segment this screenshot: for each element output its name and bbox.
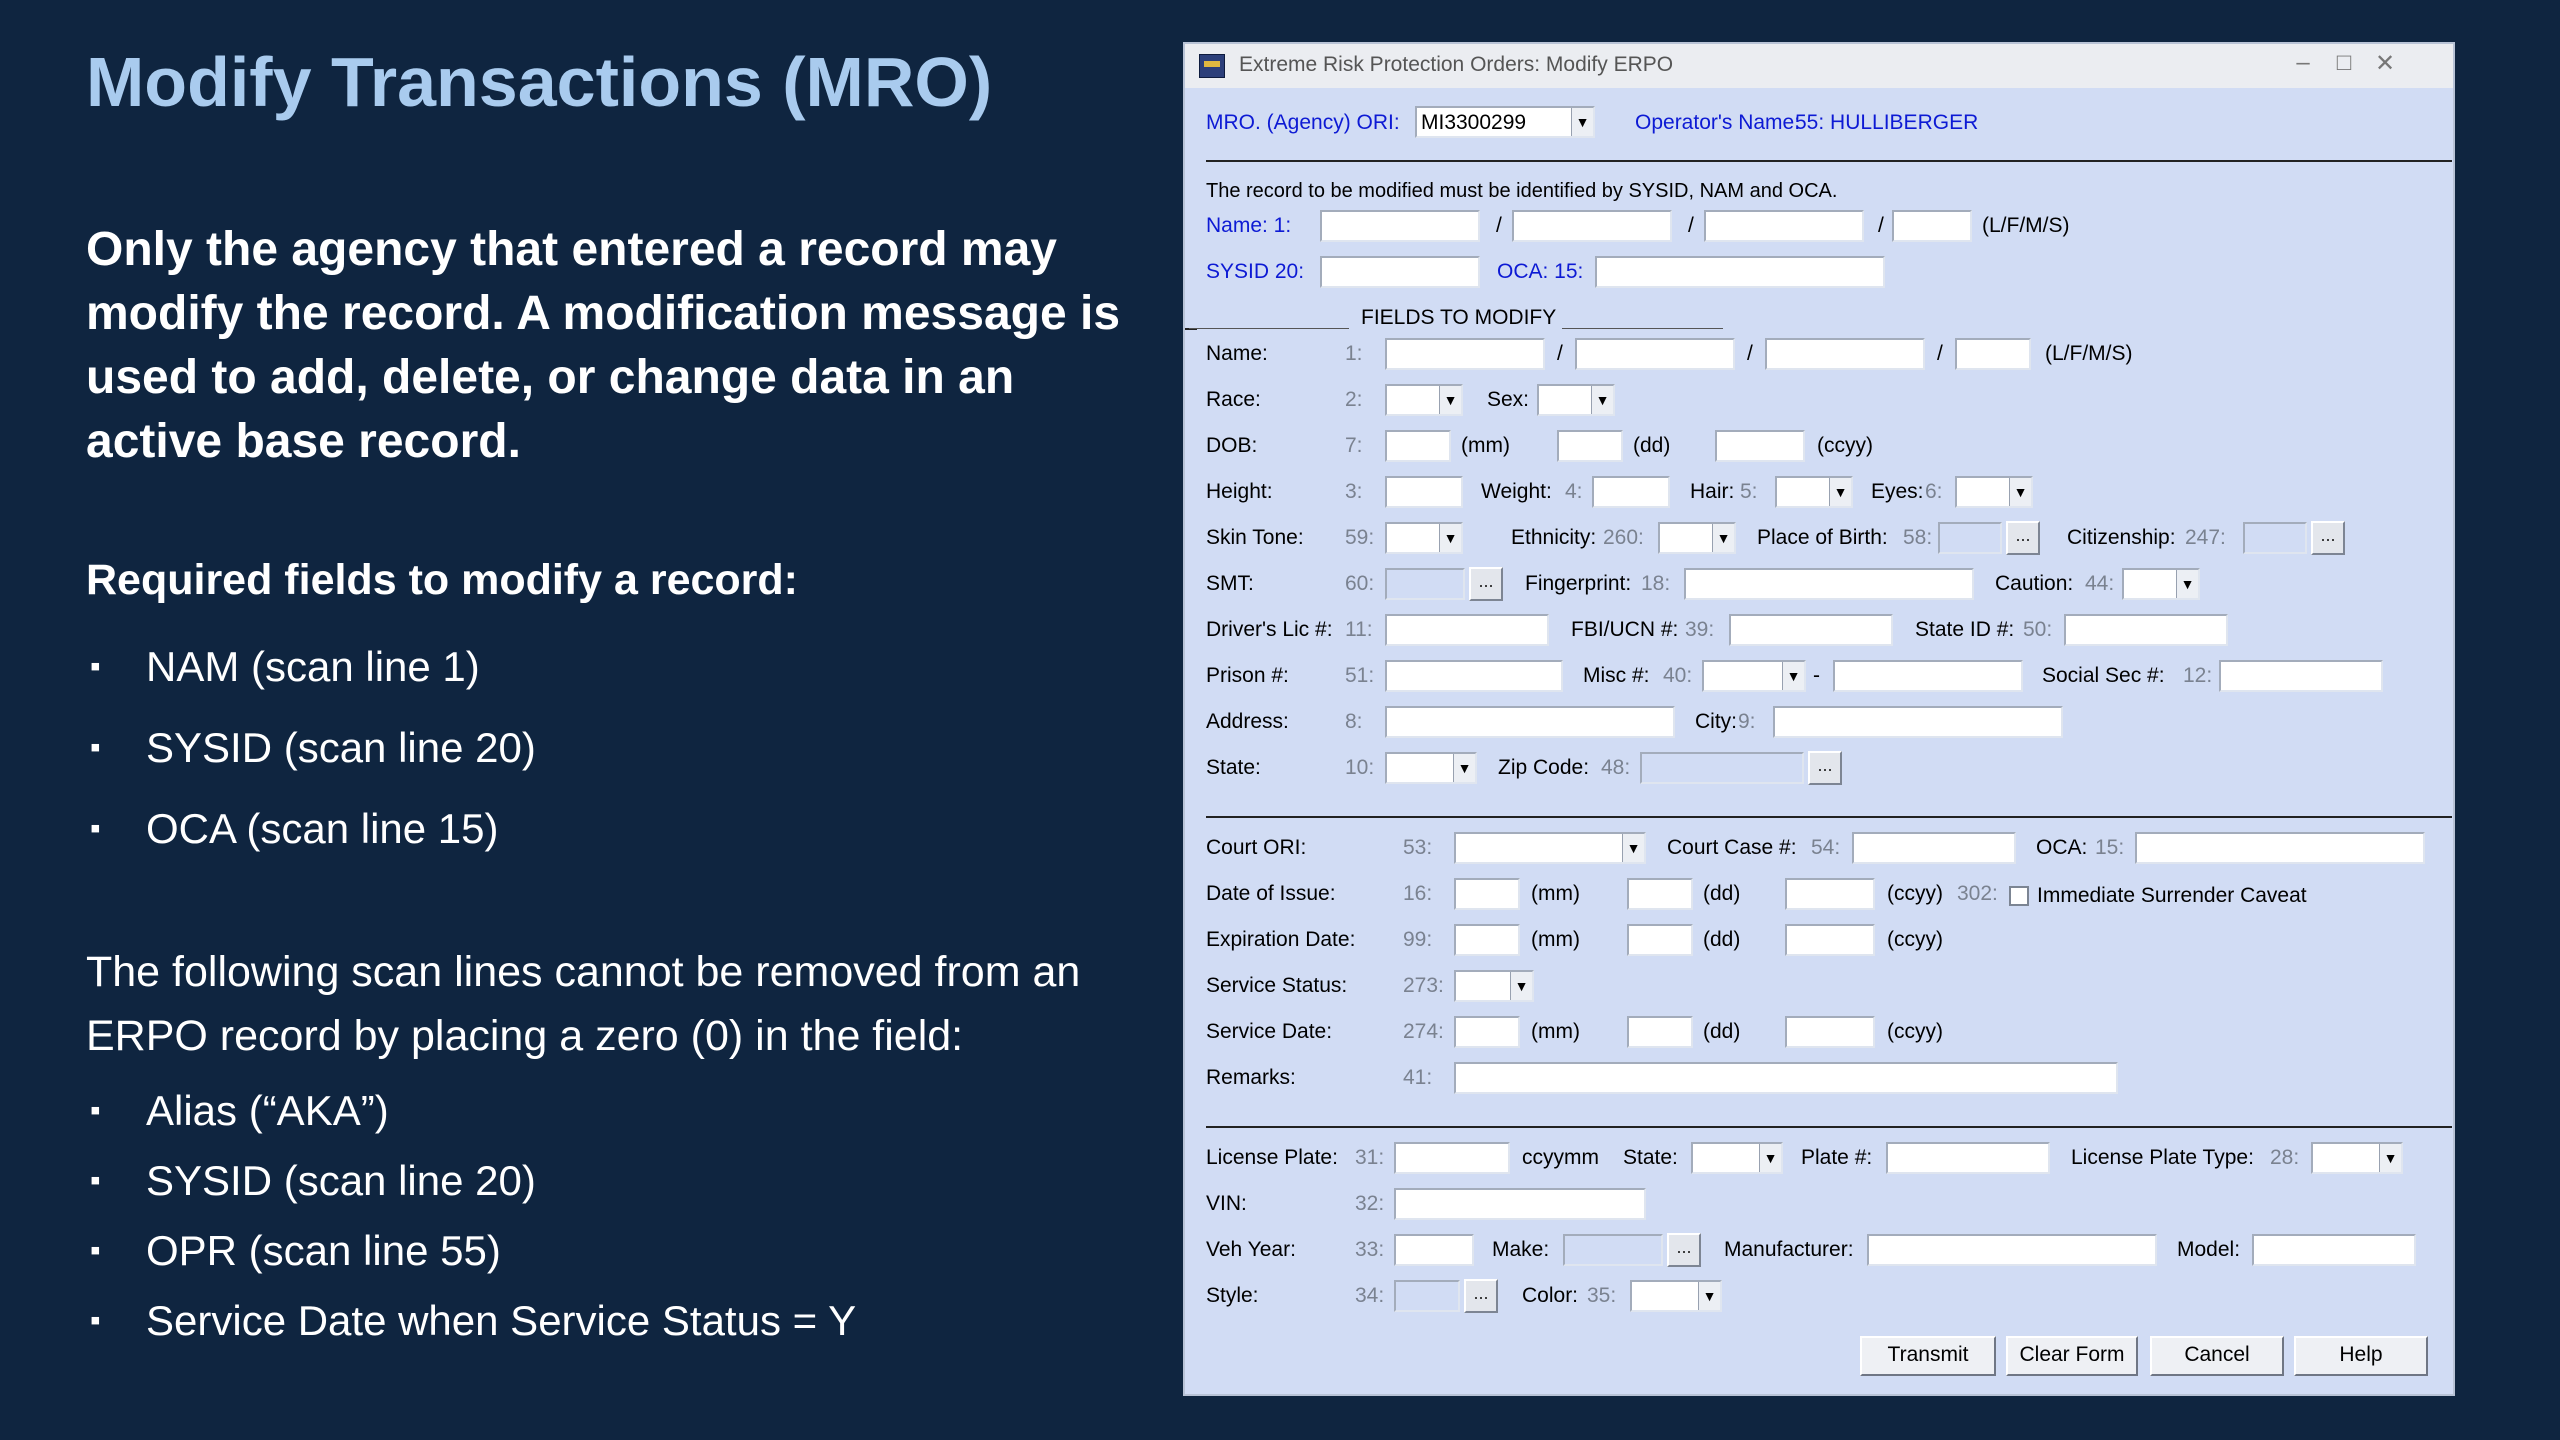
field-number: 247: bbox=[2185, 526, 2226, 549]
list-item: ▪ NAM (scan line 1) bbox=[86, 638, 536, 719]
zip-code-input[interactable] bbox=[1640, 752, 1804, 784]
unit-hint: (mm) bbox=[1461, 434, 1510, 457]
fingerprint-label: Fingerprint: bbox=[1525, 572, 1632, 595]
fields-to-modify-legend: FIELDS TO MODIFY bbox=[1355, 306, 1562, 330]
field-number: 3: bbox=[1345, 480, 1363, 503]
field-number: 58: bbox=[1903, 526, 1933, 549]
separator: / bbox=[1557, 342, 1563, 365]
ethnicity-label: Ethnicity: bbox=[1511, 526, 1597, 549]
fbi-ucn-label: FBI/UCN #: bbox=[1571, 618, 1679, 641]
plate-state-select[interactable] bbox=[1691, 1142, 1783, 1174]
field-number: 273: bbox=[1403, 974, 1444, 997]
immediate-surrender-label: Immediate Surrender Caveat bbox=[2037, 884, 2307, 907]
state-select[interactable] bbox=[1385, 752, 1477, 784]
misc-type-select[interactable] bbox=[1702, 660, 1806, 692]
license-plate-type-label: License Plate Type: bbox=[2071, 1146, 2254, 1169]
divider bbox=[1553, 328, 1723, 329]
court-ori-label: Court ORI: bbox=[1206, 836, 1307, 859]
model-input[interactable] bbox=[2252, 1234, 2416, 1266]
dob-day-input[interactable] bbox=[1557, 430, 1623, 462]
field-number: 44: bbox=[2085, 572, 2115, 595]
plate-number-input[interactable] bbox=[1886, 1142, 2050, 1174]
service-month-input[interactable] bbox=[1454, 1016, 1520, 1048]
manufacturer-label: Manufacturer: bbox=[1724, 1238, 1854, 1261]
unit-hint: (ccyy) bbox=[1817, 434, 1873, 457]
window-title: Extreme Risk Protection Orders: Modify ERPO bbox=[1239, 53, 1674, 76]
date-of-issue-label: Date of Issue: bbox=[1206, 882, 1336, 905]
chevron-down-icon: ▼ bbox=[1453, 754, 1475, 782]
field-number: 9: bbox=[1738, 710, 1756, 733]
identify-note: The record to be modified must be identified by SYSID, NAM and OCA. bbox=[1206, 180, 1838, 202]
field-number: 28: bbox=[2270, 1146, 2300, 1169]
chevron-down-icon: ▼ bbox=[2009, 478, 2031, 506]
field-number: 2: bbox=[1345, 388, 1363, 411]
vehicle-style-lookup-button[interactable]: ... bbox=[1464, 1279, 1498, 1313]
unit-hint: (mm) bbox=[1531, 882, 1580, 905]
expiration-year-input[interactable] bbox=[1785, 924, 1875, 956]
unit-hint: (mm) bbox=[1531, 1020, 1580, 1043]
field-number: 34: bbox=[1355, 1284, 1385, 1307]
chevron-down-icon: ▼ bbox=[1759, 1144, 1781, 1172]
ethnicity-select[interactable] bbox=[1658, 522, 1736, 554]
vehicle-make-input[interactable] bbox=[1563, 1234, 1663, 1266]
court-oca-input[interactable] bbox=[2135, 832, 2425, 864]
vehicle-year-label: Veh Year: bbox=[1206, 1238, 1296, 1261]
drivers-license-input[interactable] bbox=[1385, 614, 1549, 646]
social-security-label: Social Sec #: bbox=[2042, 664, 2165, 687]
place-of-birth-label: Place of Birth: bbox=[1757, 526, 1888, 549]
chevron-down-icon: ▼ bbox=[2379, 1144, 2401, 1172]
state-id-label: State ID #: bbox=[1915, 618, 2015, 641]
unit-hint: (dd) bbox=[1703, 1020, 1741, 1043]
issue-day-input[interactable] bbox=[1627, 878, 1693, 910]
name1-label: Name: 1: bbox=[1206, 214, 1292, 237]
state-id-input[interactable] bbox=[2064, 614, 2228, 646]
field-number: 6: bbox=[1925, 480, 1943, 503]
field-number: 32: bbox=[1355, 1192, 1385, 1215]
plate-number-label: Plate #: bbox=[1801, 1146, 1873, 1169]
unit-hint: (dd) bbox=[1633, 434, 1671, 457]
court-case-label: Court Case #: bbox=[1667, 836, 1797, 859]
separator: - bbox=[1813, 664, 1820, 687]
dob-year-input[interactable] bbox=[1715, 430, 1805, 462]
drivers-license-label: Driver's Lic #: bbox=[1206, 618, 1333, 641]
help-button[interactable]: Help bbox=[2294, 1336, 2428, 1376]
separator: / bbox=[1688, 214, 1694, 237]
divider bbox=[1206, 1126, 2452, 1128]
race-select[interactable] bbox=[1385, 384, 1463, 416]
required-heading: Required fields to modify a record: bbox=[86, 556, 798, 604]
required-list bbox=[86, 638, 536, 881]
zip-code-lookup-button[interactable]: ... bbox=[1808, 751, 1842, 785]
dob-month-input[interactable] bbox=[1385, 430, 1451, 462]
prison-number-input[interactable] bbox=[1385, 660, 1563, 692]
service-status-select[interactable] bbox=[1454, 970, 1534, 1002]
model-label: Model: bbox=[2177, 1238, 2241, 1261]
first-name-input[interactable] bbox=[1512, 210, 1672, 242]
remarks-label: Remarks: bbox=[1206, 1066, 1296, 1089]
prison-number-label: Prison #: bbox=[1206, 664, 1289, 687]
vehicle-make-label: Make: bbox=[1492, 1238, 1550, 1261]
name-format-hint: (L/F/M/S) bbox=[2045, 342, 2133, 365]
separator: / bbox=[1878, 214, 1884, 237]
hair-label: Hair: bbox=[1690, 480, 1735, 503]
hair-select[interactable] bbox=[1775, 476, 1853, 508]
address-label: Address: bbox=[1206, 710, 1289, 733]
transmit-button[interactable]: Transmit bbox=[1860, 1336, 1996, 1376]
ori-select[interactable]: MI3300299 ▼ bbox=[1415, 106, 1595, 138]
title-bar[interactable] bbox=[1185, 44, 2453, 88]
field-number: 8: bbox=[1345, 710, 1363, 733]
list-item: ▪ Alias (“AKA”) bbox=[86, 1082, 856, 1152]
place-of-birth-input[interactable] bbox=[1938, 522, 2002, 554]
manufacturer-input[interactable] bbox=[1867, 1234, 2157, 1266]
smt-lookup-button[interactable]: ... bbox=[1469, 567, 1503, 601]
cancel-button[interactable]: Cancel bbox=[2150, 1336, 2284, 1376]
scan-note: The following scan lines cannot be removed from an ERPO record by placing a zero (0) in the field: bbox=[86, 948, 1081, 1060]
ori-label: MRO. (Agency) ORI: bbox=[1206, 111, 1400, 134]
intro-text: Only the agency that entered a record may modify the record. A modification message is used to add, delete, or change data in an active base record. bbox=[86, 223, 1121, 468]
address-input[interactable] bbox=[1385, 706, 1675, 738]
eyes-select[interactable] bbox=[1955, 476, 2033, 508]
list-item: ▪ SYSID (scan line 20) bbox=[86, 1152, 856, 1222]
sex-label: Sex: bbox=[1487, 388, 1530, 411]
vehicle-make-lookup-button[interactable]: ... bbox=[1667, 1233, 1701, 1267]
skin-tone-select[interactable] bbox=[1385, 522, 1463, 554]
field-number: 16: bbox=[1403, 882, 1433, 905]
field-number: 1: bbox=[1345, 342, 1363, 365]
separator: / bbox=[1937, 342, 1943, 365]
mod-last-name-input[interactable] bbox=[1385, 338, 1545, 370]
field-number: 5: bbox=[1740, 480, 1758, 503]
eyes-label: Eyes: bbox=[1871, 480, 1924, 503]
field-number: 99: bbox=[1403, 928, 1433, 951]
unit-hint: (dd) bbox=[1703, 928, 1741, 951]
license-plate-date-input[interactable] bbox=[1394, 1142, 1510, 1174]
citizenship-label: Citizenship: bbox=[2067, 526, 2176, 549]
chevron-down-icon: ▼ bbox=[1622, 834, 1644, 862]
city-input[interactable] bbox=[1773, 706, 2063, 738]
field-number: 12: bbox=[2183, 664, 2213, 687]
chevron-down-icon: ▼ bbox=[1439, 524, 1461, 552]
separator: / bbox=[1496, 214, 1502, 237]
vin-label: VIN: bbox=[1206, 1192, 1247, 1215]
mod-suffix-input[interactable] bbox=[1955, 338, 2031, 370]
immediate-surrender-checkbox[interactable] bbox=[2009, 886, 2029, 906]
citizenship-input[interactable] bbox=[2243, 522, 2307, 554]
bullet-icon: ▪ bbox=[90, 650, 101, 683]
operator-label: Operator's Name: bbox=[1635, 111, 1801, 134]
field-number: 51: bbox=[1345, 664, 1375, 687]
weight-label: Weight: bbox=[1481, 480, 1552, 503]
chevron-down-icon: ▼ bbox=[1712, 524, 1734, 552]
bullet-icon: ▪ bbox=[90, 1304, 101, 1337]
vin-input[interactable] bbox=[1394, 1188, 1646, 1220]
field-number: 7: bbox=[1345, 434, 1363, 457]
expiration-day-input[interactable] bbox=[1627, 924, 1693, 956]
expiration-date-label: Expiration Date: bbox=[1206, 928, 1356, 951]
mod-middle-name-input[interactable] bbox=[1765, 338, 1925, 370]
vehicle-color-select[interactable] bbox=[1630, 1280, 1722, 1312]
court-case-input[interactable] bbox=[1852, 832, 2016, 864]
separator: / bbox=[1747, 342, 1753, 365]
issue-year-input[interactable] bbox=[1785, 878, 1875, 910]
expiration-month-input[interactable] bbox=[1454, 924, 1520, 956]
list-item: ▪ SYSID (scan line 20) bbox=[86, 719, 536, 800]
field-number: 50: bbox=[2023, 618, 2053, 641]
chevron-down-icon: ▼ bbox=[2176, 570, 2198, 598]
court-oca-label: OCA: bbox=[2036, 836, 2088, 859]
field-number: 59: bbox=[1345, 526, 1375, 549]
smt-input[interactable] bbox=[1385, 568, 1465, 600]
field-number: 15: bbox=[2095, 836, 2125, 859]
name-format-hint: (L/F/M/S) bbox=[1982, 214, 2070, 237]
operator-value: 55: HULLIBERGER bbox=[1795, 111, 1979, 134]
vehicle-style-input[interactable] bbox=[1394, 1280, 1460, 1312]
city-label: City: bbox=[1695, 710, 1737, 733]
field-number: 260: bbox=[1603, 526, 1644, 549]
fbi-ucn-input[interactable] bbox=[1729, 614, 1893, 646]
service-date-label: Service Date: bbox=[1206, 1020, 1333, 1043]
vehicle-year-input[interactable] bbox=[1394, 1234, 1474, 1266]
citizenship-lookup-button[interactable]: ... bbox=[2311, 521, 2345, 555]
social-security-input[interactable] bbox=[2219, 660, 2383, 692]
list-item: ▪ OCA (scan line 15) bbox=[86, 800, 536, 881]
service-day-input[interactable] bbox=[1627, 1016, 1693, 1048]
field-number: 35: bbox=[1587, 1284, 1617, 1307]
maximize-button[interactable]: □ bbox=[2336, 49, 2352, 76]
chevron-down-icon: ▼ bbox=[1591, 386, 1613, 414]
chevron-down-icon: ▼ bbox=[1571, 108, 1593, 136]
field-number: 4: bbox=[1565, 480, 1583, 503]
field-number: 274: bbox=[1403, 1020, 1444, 1043]
bullet-icon: ▪ bbox=[90, 1094, 101, 1127]
unit-hint: (ccyy) bbox=[1887, 882, 1943, 905]
vehicle-color-label: Color: bbox=[1522, 1284, 1579, 1307]
service-year-input[interactable] bbox=[1785, 1016, 1875, 1048]
bullet-icon: ▪ bbox=[90, 1234, 101, 1267]
divider bbox=[1189, 328, 1349, 329]
field-number: 54: bbox=[1811, 836, 1841, 859]
clear-form-button[interactable]: Clear Form bbox=[2006, 1336, 2138, 1376]
bullet-icon: ▪ bbox=[90, 731, 101, 764]
unit-hint: (dd) bbox=[1703, 882, 1741, 905]
misc-number-input[interactable] bbox=[1833, 660, 2023, 692]
plate-state-label: State: bbox=[1623, 1146, 1678, 1169]
sex-select[interactable] bbox=[1537, 384, 1615, 416]
field-number: 48: bbox=[1601, 756, 1631, 779]
mod-first-name-input[interactable] bbox=[1575, 338, 1735, 370]
chevron-down-icon: ▼ bbox=[1782, 662, 1804, 690]
issue-month-input[interactable] bbox=[1454, 878, 1520, 910]
court-ori-select[interactable] bbox=[1454, 832, 1646, 864]
close-button[interactable]: ✕ bbox=[2374, 50, 2396, 77]
unit-hint: ccyymm bbox=[1522, 1146, 1599, 1169]
height-label: Height: bbox=[1206, 480, 1273, 503]
divider bbox=[1206, 160, 2452, 162]
field-number: 31: bbox=[1355, 1146, 1385, 1169]
chevron-down-icon: ▼ bbox=[1439, 386, 1461, 414]
middle-name-input[interactable] bbox=[1704, 210, 1864, 242]
remarks-input[interactable] bbox=[1454, 1062, 2118, 1094]
field-number: 40: bbox=[1663, 664, 1693, 687]
skin-tone-label: Skin Tone: bbox=[1206, 526, 1304, 549]
service-status-label: Service Status: bbox=[1206, 974, 1348, 997]
field-number: 60: bbox=[1345, 572, 1375, 595]
app-icon bbox=[1199, 54, 1225, 78]
field-number: 41: bbox=[1403, 1066, 1433, 1089]
name-label: Name: bbox=[1206, 342, 1268, 365]
unit-hint: (ccyy) bbox=[1887, 1020, 1943, 1043]
caution-select[interactable] bbox=[2122, 568, 2200, 600]
sysid-label: SYSID 20: bbox=[1206, 260, 1305, 283]
chevron-down-icon: ▼ bbox=[1510, 972, 1532, 1000]
scan-list bbox=[86, 1082, 856, 1362]
last-name-input[interactable] bbox=[1320, 210, 1480, 242]
list-item: ▪ OPR (scan line 55) bbox=[86, 1222, 856, 1292]
field-number: 53: bbox=[1403, 836, 1433, 859]
chevron-down-icon: ▼ bbox=[1698, 1282, 1720, 1310]
height-input[interactable] bbox=[1385, 476, 1463, 508]
sysid-input[interactable] bbox=[1320, 256, 1480, 288]
dob-label: DOB: bbox=[1206, 434, 1258, 457]
slide-title: Modify Transactions (MRO) bbox=[86, 43, 993, 121]
vehicle-style-label: Style: bbox=[1206, 1284, 1259, 1307]
field-number: 18: bbox=[1641, 572, 1671, 595]
erpo-window bbox=[1183, 42, 2455, 1396]
smt-label: SMT: bbox=[1206, 572, 1254, 595]
chevron-down-icon: ▼ bbox=[1829, 478, 1851, 506]
bullet-icon: ▪ bbox=[90, 812, 101, 845]
license-plate-type-select[interactable] bbox=[2311, 1142, 2403, 1174]
field-number: 11: bbox=[1345, 618, 1373, 641]
misc-number-label: Misc #: bbox=[1583, 664, 1650, 687]
field-number: 10: bbox=[1345, 756, 1375, 779]
place-of-birth-lookup-button[interactable]: ... bbox=[2006, 521, 2040, 555]
unit-hint: (mm) bbox=[1531, 928, 1580, 951]
caution-label: Caution: bbox=[1995, 572, 2074, 595]
field-number: 39: bbox=[1685, 618, 1715, 641]
state-label: State: bbox=[1206, 756, 1261, 779]
divider bbox=[1206, 816, 2452, 818]
suffix-input[interactable] bbox=[1892, 210, 1972, 242]
list-item: ▪ Service Date when Service Status = Y bbox=[86, 1292, 856, 1362]
fingerprint-input[interactable] bbox=[1684, 568, 1974, 600]
race-label: Race: bbox=[1206, 388, 1261, 411]
weight-input[interactable] bbox=[1592, 476, 1670, 508]
minimize-button[interactable]: – bbox=[2296, 49, 2310, 76]
oca-input[interactable] bbox=[1595, 256, 1885, 288]
zip-code-label: Zip Code: bbox=[1498, 756, 1590, 779]
unit-hint: (ccyy) bbox=[1887, 928, 1943, 951]
oca-label: OCA: 15: bbox=[1497, 260, 1584, 283]
field-number: 33: bbox=[1355, 1238, 1385, 1261]
field-number: 302: bbox=[1957, 882, 1998, 905]
bullet-icon: ▪ bbox=[90, 1164, 101, 1197]
license-plate-label: License Plate: bbox=[1206, 1146, 1338, 1169]
